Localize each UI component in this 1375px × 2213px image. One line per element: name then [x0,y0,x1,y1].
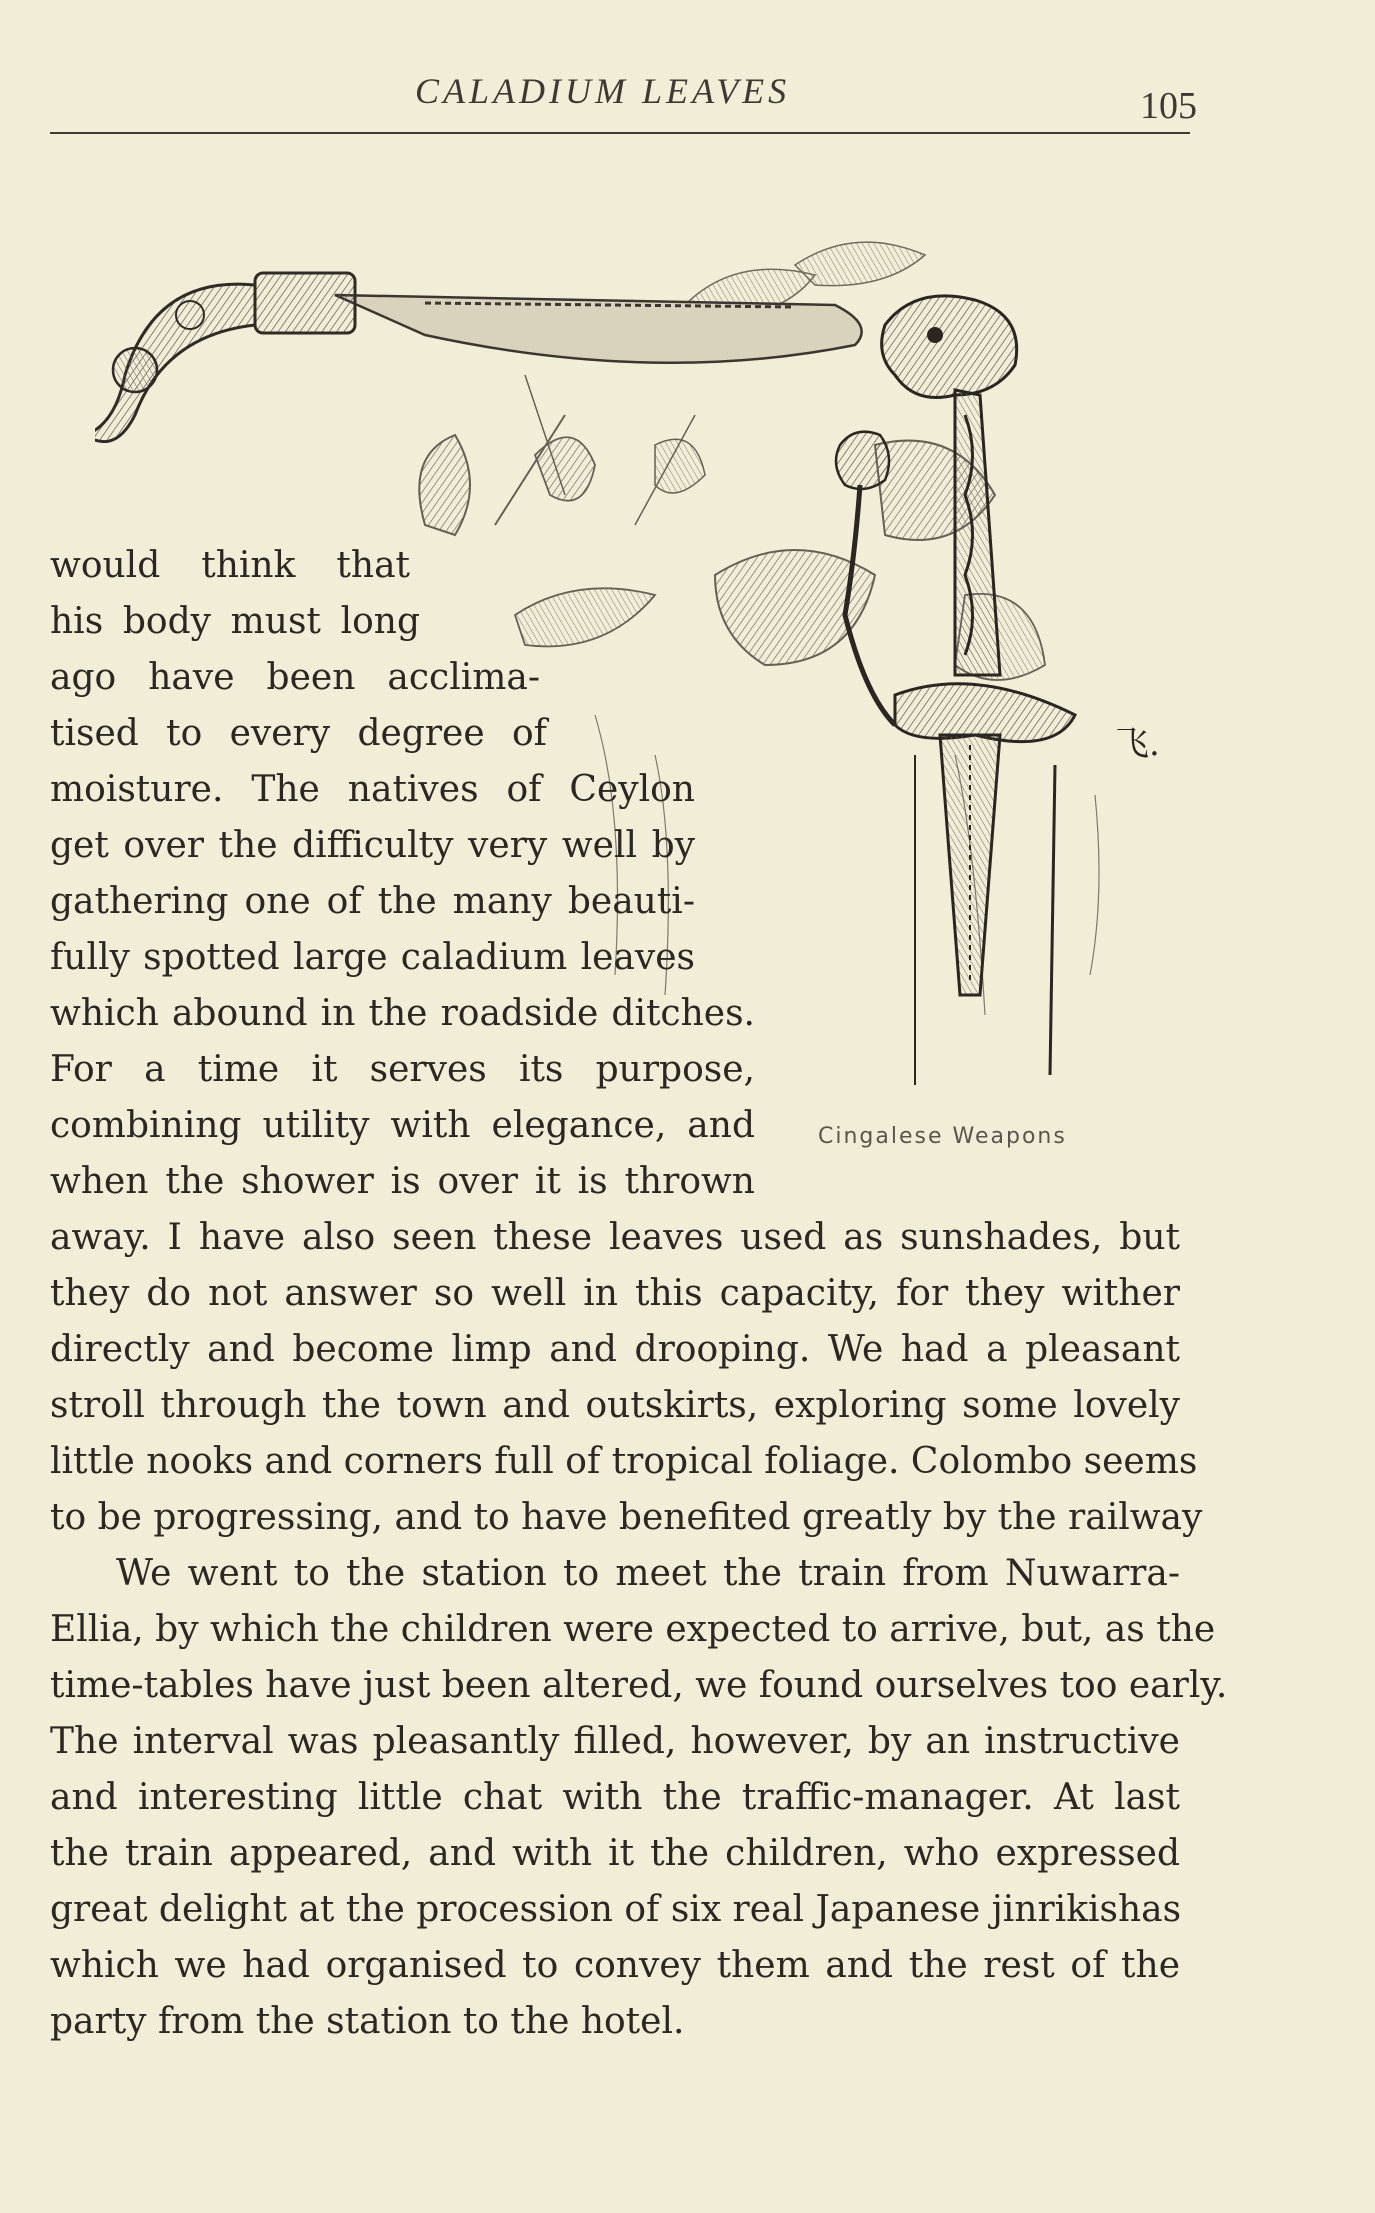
text-line: time-tables have just been altered, we found ourselves too early. [50,1665,1228,1706]
text-line: his body must long [50,601,420,642]
text-line: little nooks and corners full of tropical foliage. Colombo seems [50,1441,1198,1482]
text-line: party from the station to the hotel. [50,2001,685,2042]
full-width-text-block [50,1210,1203,1546]
text-line: moisture. The natives of Ceylon [50,769,695,810]
text-line: For a time it serves its purpose, [50,1049,755,1090]
text-line: they do not answer so well in this capacity, for they wither [50,1273,1180,1314]
wrapped-text-block [50,538,755,1210]
paragraph-2 [50,1546,1228,2050]
text-line: get over the difficulty very well by [50,825,695,866]
header-rule [50,132,1190,134]
text-line: combining utility with elegance, and [50,1105,755,1146]
text-line: to be progressing, and to have benefited greatly by the railway [50,1497,1203,1538]
page-number: 105 [1140,85,1197,127]
artist-monogram-icon: 飞. [1115,724,1160,764]
text-line: The interval was pleasantly filled, however, by an instructive [50,1721,1180,1762]
text-line: ago have been acclima- [50,657,540,698]
text-line: which we had organised to convey them and the rest of the [50,1945,1180,1986]
text-line: stroll through the town and outskirts, exploring some lovely [50,1385,1180,1426]
text-line: fully spotted large caladium leaves [50,937,695,978]
text-line: the train appeared, and with it the children, who expressed [50,1833,1180,1874]
text-line: when the shower is over it is thrown [50,1161,755,1202]
running-head [0,70,1375,130]
text-line: We went to the station to meet the train from Nuwarra- [116,1553,1180,1594]
beast-head-dagger-icon [882,296,1075,1085]
text-line: which abound in the roadside ditches. [50,993,755,1034]
text-line: directly and become limp and drooping. We had a pleasant [50,1329,1180,1370]
text-line: great delight at the procession of six real Japanese jinrikishas [50,1889,1182,1930]
text-line: away. I have also seen these leaves used as sunshades, but [50,1217,1180,1258]
text-line: Ellia, by which the children were expected to arrive, but, as the [50,1609,1216,1650]
illustration-caption: Cingalese Weapons [818,1124,1067,1149]
text-line: gathering one of the many beauti- [50,881,695,922]
running-title: CALADIUM LEAVES [415,71,791,111]
text-line: would think that [50,545,410,586]
text-line: and interesting little chat with the traffic-manager. At last [50,1777,1180,1818]
text-line: tised to every degree of [50,713,547,754]
